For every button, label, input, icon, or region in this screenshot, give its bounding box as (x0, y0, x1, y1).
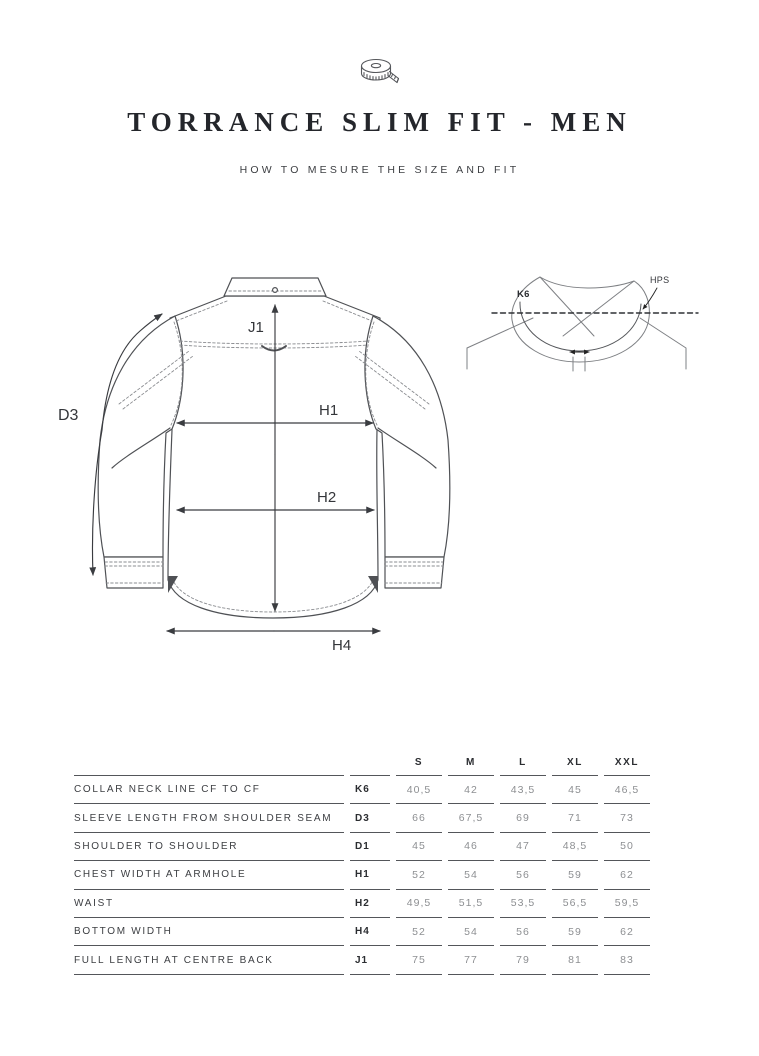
measurement-code: H1 (350, 861, 390, 889)
value-cell: 59 (552, 861, 598, 889)
value-cell: 42 (448, 776, 494, 804)
measurement-code: D1 (350, 833, 390, 861)
value-cell: 49,5 (396, 890, 442, 918)
measurement-code: D3 (350, 804, 390, 832)
value-cell: 46,5 (604, 776, 650, 804)
measurement-label: CHEST WIDTH AT ARMHOLE (74, 861, 344, 889)
table-row-shoulder (74, 833, 650, 861)
value-cell: 59 (552, 918, 598, 946)
value-cell: 52 (396, 918, 442, 946)
size-header-xl: XL (552, 749, 598, 776)
value-cell: 62 (604, 918, 650, 946)
measurement-label: FULL LENGTH AT CENTRE BACK (74, 946, 344, 974)
size-header-xxl: XXL (604, 749, 650, 776)
table-row-chest (74, 861, 650, 889)
value-cell: 52 (396, 861, 442, 889)
empty-header (74, 749, 344, 776)
value-cell: 46 (448, 833, 494, 861)
value-cell: 43,5 (500, 776, 546, 804)
value-cell: 54 (448, 861, 494, 889)
label-k6: K6 (517, 289, 530, 300)
value-cell: 56,5 (552, 890, 598, 918)
table-row-bottom (74, 918, 650, 946)
label-d3: D3 (58, 407, 79, 424)
measuring-tape-icon (357, 56, 403, 90)
value-cell: 54 (448, 918, 494, 946)
table-row-collar (74, 776, 650, 804)
table-row-length (74, 946, 650, 974)
header-icon-row (0, 56, 759, 95)
label-h4: H4 (332, 637, 352, 654)
value-cell: 69 (500, 804, 546, 832)
empty-header (350, 749, 390, 776)
shirt-back-drawing (98, 278, 450, 618)
value-cell: 40,5 (396, 776, 442, 804)
page-title: TORRANCE SLIM FIT - MEN (127, 107, 632, 137)
measurement-code: K6 (350, 776, 390, 804)
value-cell: 48,5 (552, 833, 598, 861)
value-cell: 67,5 (448, 804, 494, 832)
value-cell: 62 (604, 861, 650, 889)
value-cell: 81 (552, 946, 598, 974)
size-header-m: M (448, 749, 494, 776)
value-cell: 45 (396, 833, 442, 861)
size-table (68, 749, 656, 975)
measurement-diagram (50, 248, 710, 663)
page-subtitle: HOW TO MESURE THE SIZE AND FIT (239, 164, 520, 176)
table-row-sleeve (74, 804, 650, 832)
label-hps: HPS (650, 275, 670, 285)
collar-detail-drawing (467, 277, 698, 371)
value-cell: 79 (500, 946, 546, 974)
measurement-label: SHOULDER TO SHOULDER (74, 833, 344, 861)
measurement-code: J1 (350, 946, 390, 974)
measurement-label: SLEEVE LENGTH FROM SHOULDER SEAM (74, 804, 344, 832)
measurement-code: H4 (350, 918, 390, 946)
value-cell: 47 (500, 833, 546, 861)
value-cell: 56 (500, 861, 546, 889)
table-row-waist (74, 890, 650, 918)
value-cell: 83 (604, 946, 650, 974)
value-cell: 75 (396, 946, 442, 974)
label-h1: H1 (319, 402, 339, 419)
value-cell: 50 (604, 833, 650, 861)
value-cell: 51,5 (448, 890, 494, 918)
label-h2: H2 (317, 489, 337, 506)
value-cell: 77 (448, 946, 494, 974)
label-j1: J1 (248, 319, 264, 336)
value-cell: 53,5 (500, 890, 546, 918)
value-cell: 66 (396, 804, 442, 832)
value-cell: 71 (552, 804, 598, 832)
value-cell: 45 (552, 776, 598, 804)
size-header-l: L (500, 749, 546, 776)
size-header-row (74, 749, 650, 776)
measurement-code: H2 (350, 890, 390, 918)
value-cell: 56 (500, 918, 546, 946)
measurement-label: BOTTOM WIDTH (74, 918, 344, 946)
value-cell: 73 (604, 804, 650, 832)
measurement-label: WAIST (74, 890, 344, 918)
value-cell: 59,5 (604, 890, 650, 918)
measurement-label: COLLAR NECK LINE CF TO CF (74, 776, 344, 804)
size-header-s: S (396, 749, 442, 776)
